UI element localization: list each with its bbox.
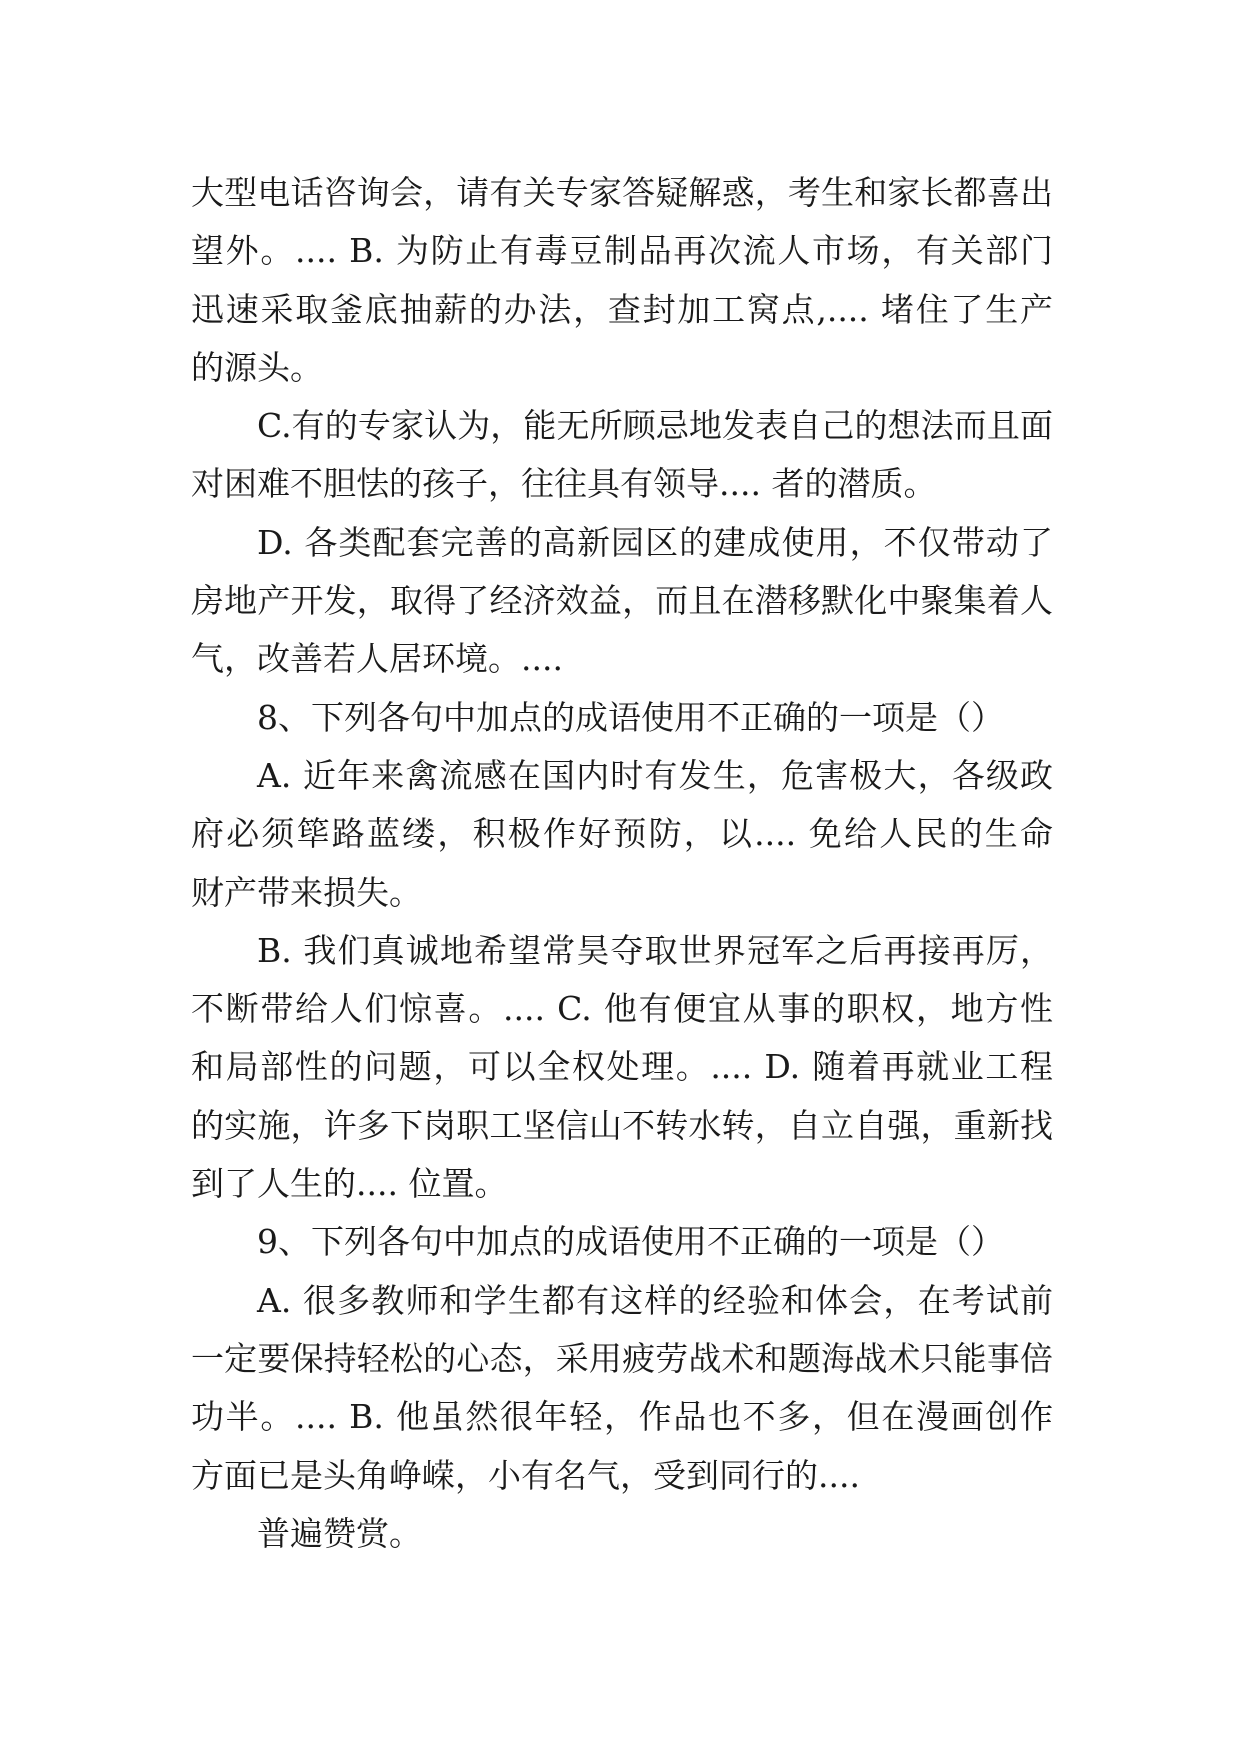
paragraph-line: C.有的专家认为，能无所顾忌地发表自己的想法而且面 bbox=[257, 406, 1053, 446]
text-line: 方面已是头角峥嵘，小有名气，受到同行的.... bbox=[191, 1455, 860, 1495]
text-line: 财产带来损失。 bbox=[191, 872, 422, 912]
question-heading: 8、下列各句中加点的成语使用不正确的一项是（） bbox=[257, 697, 1004, 737]
text-line: 迅速采取釜底抽薪的办法，查封加工窝点,.... 堵住了生产 bbox=[191, 289, 1053, 329]
text-line: 功半。.... B. 他虽然很年轻，作品也不多，但在漫画创作 bbox=[191, 1397, 1053, 1437]
text-line: 的实施，许多下岗职工坚信山不转水转，自立自强，重新找 bbox=[191, 1105, 1053, 1145]
text-line: 气，改善若人居环境。.... bbox=[191, 639, 563, 679]
paragraph-line: B. 我们真诚地希望常昊夺取世界冠军之后再接再厉， bbox=[257, 930, 1053, 970]
text-line: 府必须筚路蓝缕，积极作好预防，以.... 免给人民的生命 bbox=[191, 814, 1053, 854]
text-line: 大型电话咨询会，请有关专家答疑解惑，考生和家长都喜出 bbox=[191, 173, 1053, 212]
text-line: 的源头。 bbox=[191, 347, 323, 387]
text-line: 不断带给人们惊喜。.... C. 他有便宜从事的职权，地方性 bbox=[191, 989, 1053, 1029]
text-line: 到了人生的.... 位置。 bbox=[191, 1164, 508, 1204]
text-line: 对困难不胆怯的孩子，往往具有领导.... 者的潜质。 bbox=[191, 464, 937, 504]
paragraph-line: D. 各类配套完善的高新园区的建成使用，不仅带动了 bbox=[257, 522, 1053, 562]
question-heading: 9、下列各句中加点的成语使用不正确的一项是（） bbox=[257, 1222, 1004, 1262]
text-line: 和局部性的问题，可以全权处理。.... D. 随着再就业工程 bbox=[191, 1047, 1053, 1087]
text-line: 一定要保持轻松的心态，采用疲劳战术和题海战术只能事倍 bbox=[191, 1338, 1053, 1378]
paragraph-line: 普遍赞赏。 bbox=[257, 1513, 422, 1553]
paragraph-line: A. 很多教师和学生都有这样的经验和体会，在考试前 bbox=[257, 1280, 1053, 1320]
text-line: 房地产开发，取得了经济效益，而且在潜移默化中聚集着人 bbox=[191, 581, 1053, 621]
document-body bbox=[191, 164, 1053, 1563]
paragraph-line: A. 近年来禽流感在国内时有发生，危害极大，各级政 bbox=[257, 755, 1053, 795]
text-line: 望外。.... B. 为防止有毒豆制品再次流人市场，有关部门 bbox=[191, 231, 1053, 271]
